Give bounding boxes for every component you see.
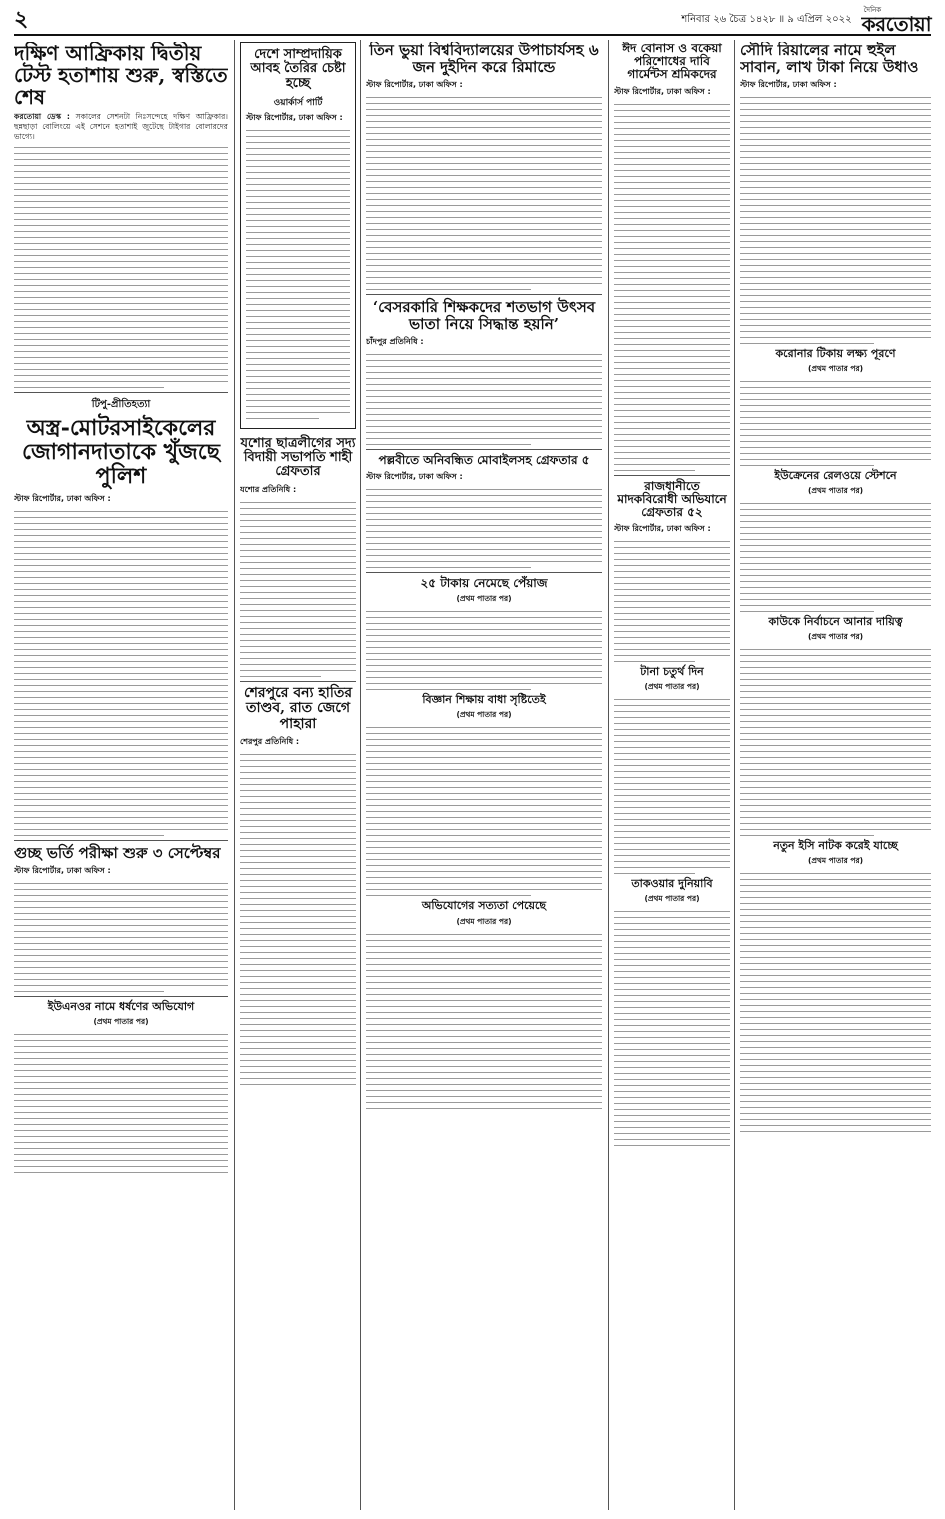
- logo-small-text: দৈনিক: [863, 5, 882, 14]
- headline-allegation-truth: অভিযোগের সত্যতা পেয়েছে: [421, 899, 547, 913]
- headline-teachers-festival-allowance: ‘বেসরকারি শিক্ষকদের শতভাগ উৎসব ভাতা নিয়ে সিদ্ধান্ত হয়নি’: [372, 298, 596, 333]
- article-text-block: [740, 503, 931, 612]
- column-divider: [608, 40, 609, 1510]
- logo-text: করতোয়া: [861, 11, 931, 36]
- column-divider: [360, 40, 361, 1510]
- continued-label: (প্রথম পাতার পর): [456, 594, 512, 604]
- column-4: [614, 42, 730, 1512]
- article-text-block: [740, 381, 931, 466]
- newspaper-logo: [862, 7, 931, 34]
- article-text-block: [614, 104, 730, 471]
- byline: স্টাফ রিপোর্টার, ঢাকা অফিস :: [366, 472, 463, 482]
- article-text-block: [14, 511, 228, 836]
- headline-fourth-day: টানা চতুর্থ দিন: [640, 665, 704, 679]
- headline-test-cricket: দক্ষিণ আফ্রিকায় দ্বিতীয় টেস্ট হতাশায় শুরু, স্বস্তিতে শেষ: [14, 42, 228, 109]
- headline-saudi-riyal-soap: সৌদি রিয়ালের নামে হুইল সাবান, লাখ টাকা নিয়ে উধাও: [740, 42, 919, 76]
- continued-label: (প্রথম পাতার পর): [644, 894, 700, 904]
- article-text-block: [14, 1034, 228, 1173]
- byline: স্টাফ রিপোর্টার, ঢাকা অফিস :: [246, 112, 343, 122]
- column-5: [740, 42, 931, 1512]
- article-text-block: [366, 97, 602, 290]
- column-divider: [234, 40, 235, 1510]
- headline-wild-elephant: শেরপুরে বন্য হাতির তাণ্ডব, রাত জেগে পাহারা: [243, 684, 353, 732]
- headline-onion-price: ২৫ টাকায় নেমেছে পেঁয়াজ: [420, 576, 548, 591]
- article-text-block: [366, 611, 602, 690]
- article-text-block: [240, 502, 356, 677]
- article-text-block: [246, 130, 350, 419]
- headline-uno-allegation: ইউএনওর নামে ধর্ষণের অভিযোগ: [47, 1000, 195, 1014]
- headline-new-ec-drama: নতুন ইসি নাটক করেই যাচ্ছে: [773, 839, 898, 853]
- byline: স্টাফ রিপোর্টার, ঢাকা অফিস :: [366, 80, 463, 89]
- article-text-block: [614, 699, 730, 874]
- continued-label: (প্রথম পাতার পর): [456, 710, 512, 720]
- continued-label: (প্রথম পাতার পর): [807, 486, 864, 496]
- column-1: [14, 42, 228, 1512]
- headline-election-responsibility: কাউকে নির্বাচনে আনার দায়িত্ব: [768, 615, 903, 629]
- column-3: [366, 42, 602, 1512]
- article-text-block: [366, 934, 602, 1109]
- kicker-tipu: টিপু-প্রীতিহত্যা: [91, 399, 151, 411]
- article-text-block: [740, 649, 931, 836]
- continued-label: (প্রথম পাতার পর): [644, 682, 700, 692]
- continued-label: (প্রথম পাতার পর): [93, 1017, 149, 1027]
- headline-taqwa: তাকওয়ার দুনিয়াবি: [631, 877, 713, 891]
- continued-label: (প্রথম পাতার পর): [807, 364, 864, 374]
- article-text-block: [366, 727, 602, 896]
- headline-jessore-chhatra-league: যশোর ছাত্রলীগের সদ্য বিদায়ী সভাপতি শাহী গ্রেফতার: [240, 435, 356, 480]
- headline-ukraine-railway: ইউক্রেনের রেলওয়ে স্টেশনে: [774, 469, 897, 483]
- boxed-story: [240, 42, 356, 429]
- continued-label: (প্রথম পাতার পর): [807, 632, 864, 642]
- headline-weapons-supplier: অস্ত্র-মোটরসাইকেলের জোগানদাতাকে খুঁজছে পুলিশ: [22, 415, 220, 490]
- byline: স্টাফ রিপোর্টার, ঢাকা অফিস :: [614, 86, 711, 96]
- byline: স্টাফ রিপোর্টার, ঢাকা অফিস :: [614, 524, 711, 534]
- article-text-block: [740, 873, 931, 1132]
- article-text-block: [740, 97, 931, 344]
- headline-drug-drive: রাজধানীতে মাদকবিরোধী অভিযানে গ্রেফতার ৫২: [617, 478, 727, 519]
- headline-pallabi-mobiles: পল্লবীতে অনিবন্ধিত মোবাইলসহ গ্রেফতার ৫: [378, 453, 590, 467]
- byline: করতোয়া ডেস্ক :: [14, 112, 70, 121]
- article-text-block: [240, 754, 356, 1085]
- column-divider: [734, 40, 735, 1510]
- headline-eid-bonus: ঈদ বোনাস ও বকেয়া পরিশোধের দাবি গার্মেন্টস শ্রমিকদের: [622, 42, 722, 82]
- byline: শেরপুর প্রতিনিধি :: [240, 736, 300, 746]
- lead-text: সকালের সেশনটা নিঃসন্দেহে দক্ষিণ আফ্রিকার। ছন্নছাড়া বোলিংয়ে এই সেশনে হতাশাই জুটেছে টাইগার বোলারদের ভাগ্যে।: [14, 112, 228, 142]
- byline: যশোর প্রতিনিধি :: [240, 484, 297, 494]
- byline: স্টাফ রিপোর্টার, ঢাকা অফিস :: [14, 866, 111, 876]
- headline-science-education: বিজ্ঞান শিক্ষায় বাধা সৃষ্টিতেই: [422, 693, 546, 707]
- byline: চাঁদপুর প্রতিনিধি :: [366, 337, 424, 346]
- headline-communal-climate: দেশে সাম্প্রদায়িক আবহ তৈরির চেষ্টা হচ্ছে: [250, 47, 346, 91]
- byline: স্টাফ রিপোর্টার, ঢাকা অফিস :: [14, 493, 111, 503]
- byline: স্টাফ রিপোর্টার, ঢাকা অফিস :: [740, 80, 837, 89]
- page-number: ২: [14, 5, 29, 32]
- article-text-block: [614, 541, 730, 662]
- continued-label: (প্রথম পাতার পর): [807, 856, 864, 866]
- headline-fake-universities: তিন ভুয়া বিশ্ববিদ্যালয়ের উপাচার্যসহ ৬ জন দুইদিন করে রিমান্ডে: [369, 42, 599, 76]
- article-text-block: [366, 489, 602, 568]
- article-text-block: [14, 883, 228, 992]
- article-text-block: [366, 354, 602, 445]
- article-lead: [14, 112, 228, 142]
- headline-admission-test: গুচ্ছ ভর্তি পরীক্ষা শুরু ৩ সেপ্টেম্বর: [14, 843, 221, 862]
- subheadline-workers-party: ওয়ার্কার্স পার্টি: [273, 97, 323, 108]
- article-text-block: [614, 911, 730, 1146]
- masthead: [14, 6, 931, 36]
- continued-label: (প্রথম পাতার পর): [456, 916, 512, 926]
- issue-date: শনিবার ২৬ চৈত্র ১৪২৮ ॥ ৯ এপ্রিল ২০২২: [681, 13, 852, 25]
- article-text-block: [14, 147, 228, 388]
- column-2: [240, 42, 356, 1512]
- headline-covid-vaccine: করোনার টিকায় লক্ষ্য পূরণে: [775, 347, 896, 360]
